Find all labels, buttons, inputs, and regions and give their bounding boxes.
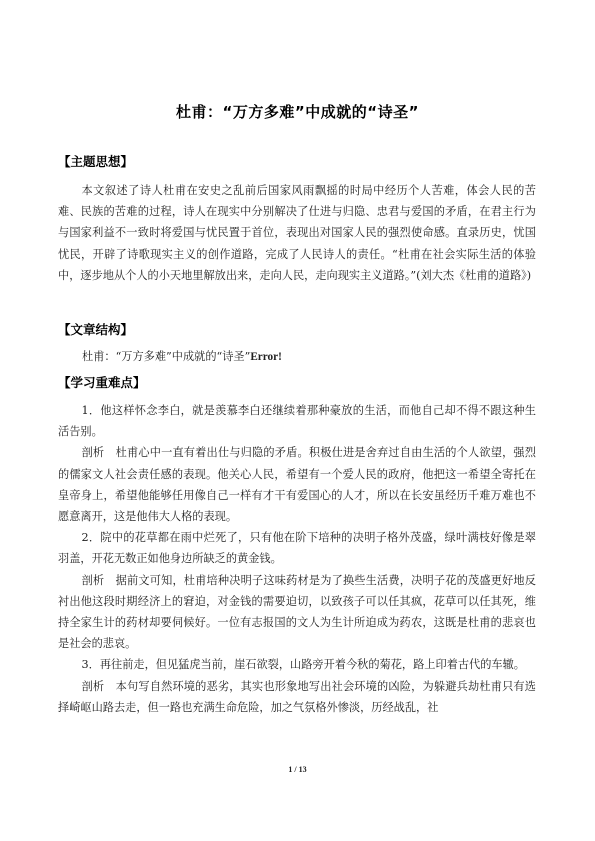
page-title: 杜甫：“万方多难”中成就的“诗圣”	[176, 103, 419, 121]
theme-heading: 【主题思想】	[58, 154, 134, 169]
key-point-2: 2．院中的花草都在雨中烂死了，只有他在阶下培种的决明子格外茂盛，绿叶满枝好像是翠羽盖，开花无数正如他身边所缺乏的黄金钱。	[58, 531, 536, 566]
structure-title: 杜甫：“万方多难”中成就的“诗圣”	[82, 350, 251, 363]
structure-heading: 【文章结构】	[58, 322, 134, 337]
key-points-body	[58, 400, 536, 718]
analysis-1: 剖析 杜甫心中一直有着出仕与归隐的矛盾。积极仕进是舍弃过自由生活的个人欲望，强烈的儒家文人社会责任感的表现。他关心人民，希望有一个爱人民的政府，他把这一希望全寄托在皇帝身上，希望他能够任用像自己一样有才干有爱国心的人才，所以在长安虽经历千难万难也不愿意离开，这是他伟大人格的表现。	[58, 446, 536, 524]
structure-error-text: Error!	[250, 351, 282, 363]
key-point-3: 3．再往前走，但见猛虎当前，崖石欲裂，山路旁开着今秋的菊花，路上印着古代的车辙。	[81, 658, 525, 672]
key-point-1: 1．他这样怀念李白，就是羡慕李白还继续着那种豪放的生活，而他自己却不得不跟这种生活告别。	[58, 404, 536, 439]
analysis-3: 剖析 本句写自然环境的恶劣，其实也形象地写出社会环境的凶险，为躲避兵劫杜甫只有选择崎岖山路去走，但一路也充满生命危险，加之气氛格外惨淡，历经战乱，社	[58, 679, 536, 714]
structure-line	[82, 348, 282, 364]
theme-paragraph: 本文叙述了诗人杜甫在安史之乱前后国家风雨飘摇的时局中经历个人苦难，体会人民的苦难、民族的苦难的过程，诗人在现实中分别解决了仕进与归隐、忠君与爱国的矛盾，在君主行为与国家利益不一致时将爱国与忧民置于首位，表现出对国家人民的强烈使命感。直录历史，忧国忧民，开辟了诗歌现实主义的创作道路，完成了人民诗人的责任。“杜甫在社会实际生活的体验中，逐步地从个人的小天地里解放出来，走向人民，走向现实主义道路。”(刘大杰《杜甫的道路》)	[58, 184, 536, 282]
key-points-heading: 【学习重难点】	[58, 375, 146, 390]
analysis-2: 剖析 据前文可知，杜甫培种决明子这味药材是为了换些生活费，决明子花的茂盛更好地反衬出他这段时期经济上的窘迫，对金钱的需要迫切，以致孩子可以任其疯，花草可以任其死，维持全家生计的药材却要伺候好。一位有志报国的文人为生计所迫成为药农，这既是杜甫的悲哀也是社会的悲哀。	[58, 573, 536, 651]
theme-paragraph-block	[58, 180, 536, 286]
page-number: 1 / 13	[288, 765, 307, 774]
